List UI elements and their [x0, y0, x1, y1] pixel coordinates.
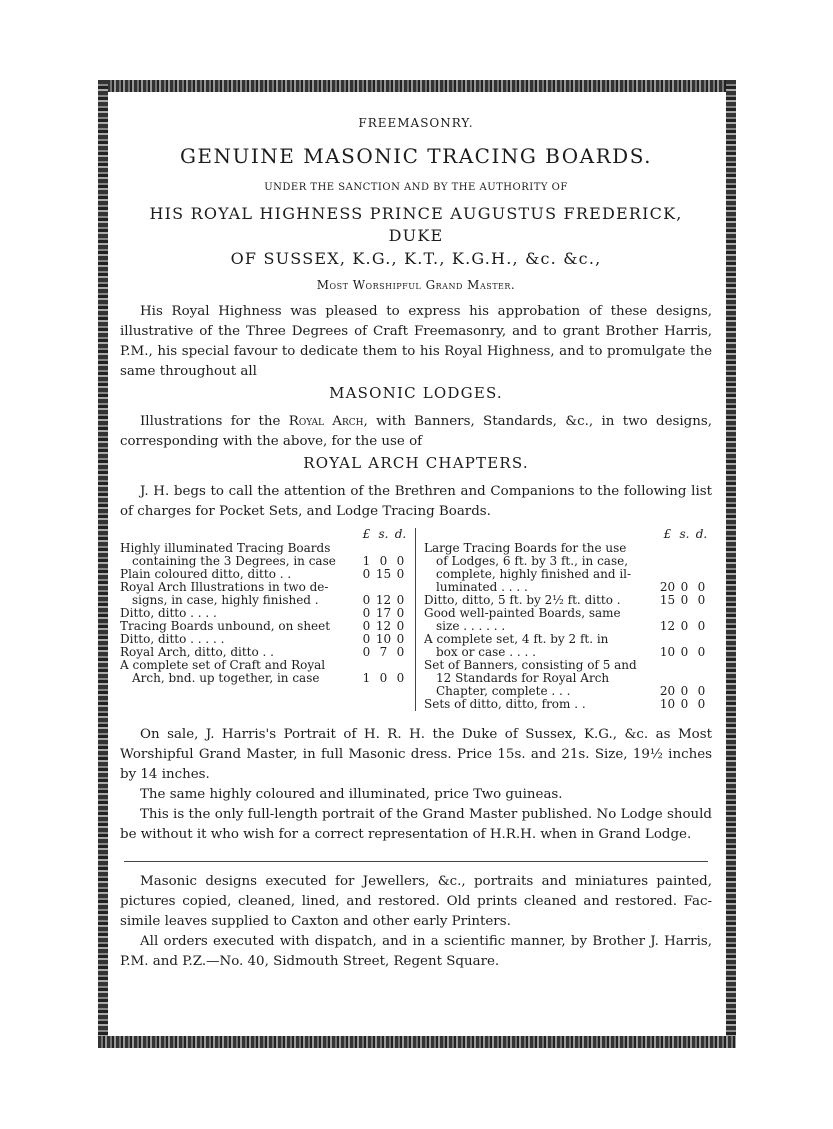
pence-value: 0	[697, 645, 706, 660]
price-item-line: Tracing Boards unbound, on sheet	[120, 619, 331, 634]
pence-value: 0	[697, 697, 706, 712]
royal-arch-rest: , with Banners, Standards, &c., in two designs, corresponding with the above, for the use of	[120, 414, 712, 450]
price-item-description	[424, 698, 659, 711]
masonic-lodges-heading: MASONIC LODGES.	[329, 384, 503, 403]
price-amount	[358, 672, 409, 685]
pounds-label: £	[362, 527, 371, 542]
pence-value: 0	[396, 645, 405, 660]
pounds-value: 0	[362, 645, 371, 660]
price-item-line: Sets of ditto, ditto, from . .	[424, 697, 586, 712]
price-item-line: Arch, bnd. up together, in case	[132, 671, 320, 686]
shillings-value: 0	[680, 580, 689, 595]
price-list	[120, 528, 712, 711]
price-item-line: signs, in case, highly finished .	[132, 593, 319, 608]
page-content	[120, 104, 712, 972]
price-item-line: A complete set of Craft and Royal	[120, 658, 326, 673]
royal-arch-chapters-heading: ROYAL ARCH CHAPTERS.	[303, 454, 529, 473]
left-border-rule	[98, 80, 108, 1048]
shillings-value: 12	[375, 619, 392, 634]
pounds-value: 1	[362, 554, 371, 569]
shillings-value: 0	[680, 593, 689, 608]
price-item-description	[424, 607, 659, 633]
price-amount	[659, 698, 710, 711]
price-row	[424, 698, 710, 711]
shillings-value: 0	[379, 554, 388, 569]
shillings-value: 17	[375, 606, 392, 621]
pence-value: 0	[396, 554, 405, 569]
shillings-value: 0	[680, 619, 689, 634]
orders-paragraph: All orders executed with dispatch, and in a scientific manner, by Brother J. Harris, P.M. and P.Z.—No. 40, Sidmouth Street, Regent Square.	[120, 934, 712, 970]
portrait-paragraph: On sale, J. Harris's Portrait of H. R. H. the Duke of Sussex, K.G., &c. as Most Worshipful Grand Master, in full Masonic dress. Price 15s. and 21s. Size, 19½ inches by 14 inches.	[120, 727, 712, 783]
currency-header-right	[424, 528, 710, 542]
price-item-line: Ditto, ditto, 5 ft. by 2½ ft. ditto .	[424, 593, 621, 608]
pence-value: 0	[396, 671, 405, 686]
pence-value: 0	[396, 606, 405, 621]
price-item-line: size . . . . . .	[436, 619, 506, 634]
pounds-value: 10	[659, 697, 676, 712]
price-row	[120, 542, 409, 568]
price-item-line: Royal Arch, ditto, ditto . .	[120, 645, 274, 660]
price-row	[120, 659, 409, 685]
price-item-line: Chapter, complete . . .	[436, 684, 571, 699]
pence-value: 0	[396, 593, 405, 608]
price-amount	[358, 646, 409, 659]
price-item-line: A complete set, 4 ft. by 2 ft. in	[424, 632, 609, 647]
pounds-value: 0	[362, 619, 371, 634]
intro-paragraph: His Royal Highness was pleased to express his approbation of these designs, illustrative of the Three Degrees of Craft Freemasonry, and to grant Brother Harris, P.M., his special favour to dedicate them to his Royal Highness, and to promulgate the same throughout all	[120, 304, 712, 380]
top-border-rule	[98, 80, 736, 92]
pounds-value: 0	[362, 593, 371, 608]
price-item-description	[424, 633, 659, 659]
pence-value: 0	[697, 593, 706, 608]
price-amount	[659, 594, 710, 607]
shillings-label: s.	[679, 527, 690, 542]
pence-value: 0	[396, 619, 405, 634]
price-column-right	[416, 528, 710, 711]
price-amount	[358, 568, 409, 581]
price-item-line: 12 Standards for Royal Arch	[436, 671, 610, 686]
pounds-value: 0	[362, 606, 371, 621]
shillings-value: 15	[375, 567, 392, 582]
pounds-value: 20	[659, 580, 676, 595]
advertisement-page	[98, 80, 736, 1050]
price-item-line: Plain coloured ditto, ditto . .	[120, 567, 292, 582]
pence-value: 0	[396, 567, 405, 582]
currency-header-left	[120, 528, 409, 542]
shillings-value: 0	[379, 671, 388, 686]
royal-arch-lead: Illustrations for the	[140, 414, 289, 430]
price-item-description	[120, 581, 358, 607]
price-item-line: Royal Arch Illustrations in two de-	[120, 580, 329, 595]
charges-intro: J. H. begs to call the attention of the Brethren and Companions to the following list of charges for Pocket Sets, and Lodge Tracing Boards.	[120, 484, 712, 520]
pence-label: d.	[394, 527, 407, 542]
pounds-value: 0	[362, 632, 371, 647]
patron-line-2: OF SUSSEX, K.G., K.T., K.G.H., &c. &c.,	[230, 248, 602, 268]
shillings-value: 0	[680, 645, 689, 660]
pence-label: d.	[695, 527, 708, 542]
price-item-line: luminated . . . .	[436, 580, 528, 595]
patron-line-1: HIS ROYAL HIGHNESS PRINCE AUGUSTUS FREDERICK, DUKE	[149, 204, 683, 246]
bottom-border-rule	[98, 1036, 736, 1048]
price-item-description	[424, 542, 659, 594]
royal-arch-term: Royal Arch	[288, 414, 364, 430]
pounds-value: 20	[659, 684, 676, 699]
shillings-value: 12	[375, 593, 392, 608]
subject-heading: FREEMASONRY.	[358, 116, 474, 130]
price-item-line: Good well-painted Boards, same	[424, 606, 621, 621]
pounds-value: 10	[659, 645, 676, 660]
price-row	[120, 581, 409, 607]
price-item-description	[120, 659, 358, 685]
pounds-value: 15	[659, 593, 676, 608]
price-row	[424, 607, 710, 633]
price-item-line: Set of Banners, consisting of 5 and	[424, 658, 637, 673]
price-item-description	[120, 542, 358, 568]
price-item-line: Ditto, ditto . . . . .	[120, 632, 225, 647]
shillings-value: 0	[680, 684, 689, 699]
price-amount	[659, 646, 710, 659]
shillings-value: 7	[379, 645, 388, 660]
shillings-label: s.	[378, 527, 389, 542]
price-item-line: Large Tracing Boards for the use	[424, 541, 627, 556]
price-row	[424, 633, 710, 659]
price-item-line: Highly illuminated Tracing Boards	[120, 541, 331, 556]
pounds-value: 1	[362, 671, 371, 686]
main-title: GENUINE MASONIC TRACING BOARDS.	[179, 144, 653, 168]
price-item-description	[424, 659, 659, 698]
pounds-value: 0	[362, 567, 371, 582]
pence-value: 0	[697, 580, 706, 595]
right-border-rule	[726, 80, 736, 1048]
price-row	[424, 659, 710, 698]
portrait-only-paragraph: This is the only full-length portrait of the Grand Master published. No Lodge should be without it who wish for a correct representation of H.R.H. when in Grand Lodge.	[120, 807, 712, 843]
sanction-line: UNDER THE SANCTION AND BY THE AUTHORITY OF	[264, 182, 568, 193]
pence-value: 0	[697, 619, 706, 634]
pounds-label: £	[663, 527, 672, 542]
portrait-coloured-paragraph: The same highly coloured and illuminated, price Two guineas.	[140, 787, 563, 803]
shillings-value: 0	[680, 697, 689, 712]
services-paragraph: Masonic designs executed for Jewellers, &c., portraits and miniatures painted, pictures copied, cleaned, lined, and restored. Old prints cleaned and restored. Fac-simile leaves supplied to Caxton and other early Printers.	[120, 874, 712, 930]
price-item-line: Ditto, ditto . . . .	[120, 606, 217, 621]
royal-arch-paragraph	[120, 412, 712, 452]
price-item-line: box or case . . . .	[436, 645, 536, 660]
pence-value: 0	[396, 632, 405, 647]
price-amount	[659, 620, 710, 633]
pounds-value: 12	[659, 619, 676, 634]
patron-title: Most Worshipful Grand Master.	[316, 278, 516, 293]
price-item-line: containing the 3 Degrees, in case	[132, 554, 336, 569]
pence-value: 0	[697, 684, 706, 699]
price-item-line: of Lodges, 6 ft. by 3 ft., in case,	[436, 554, 629, 569]
price-row	[424, 542, 710, 594]
price-item-line: complete, highly finished and il-	[436, 567, 632, 582]
section-divider	[124, 861, 708, 862]
shillings-value: 10	[375, 632, 392, 647]
price-column-left	[120, 528, 416, 711]
